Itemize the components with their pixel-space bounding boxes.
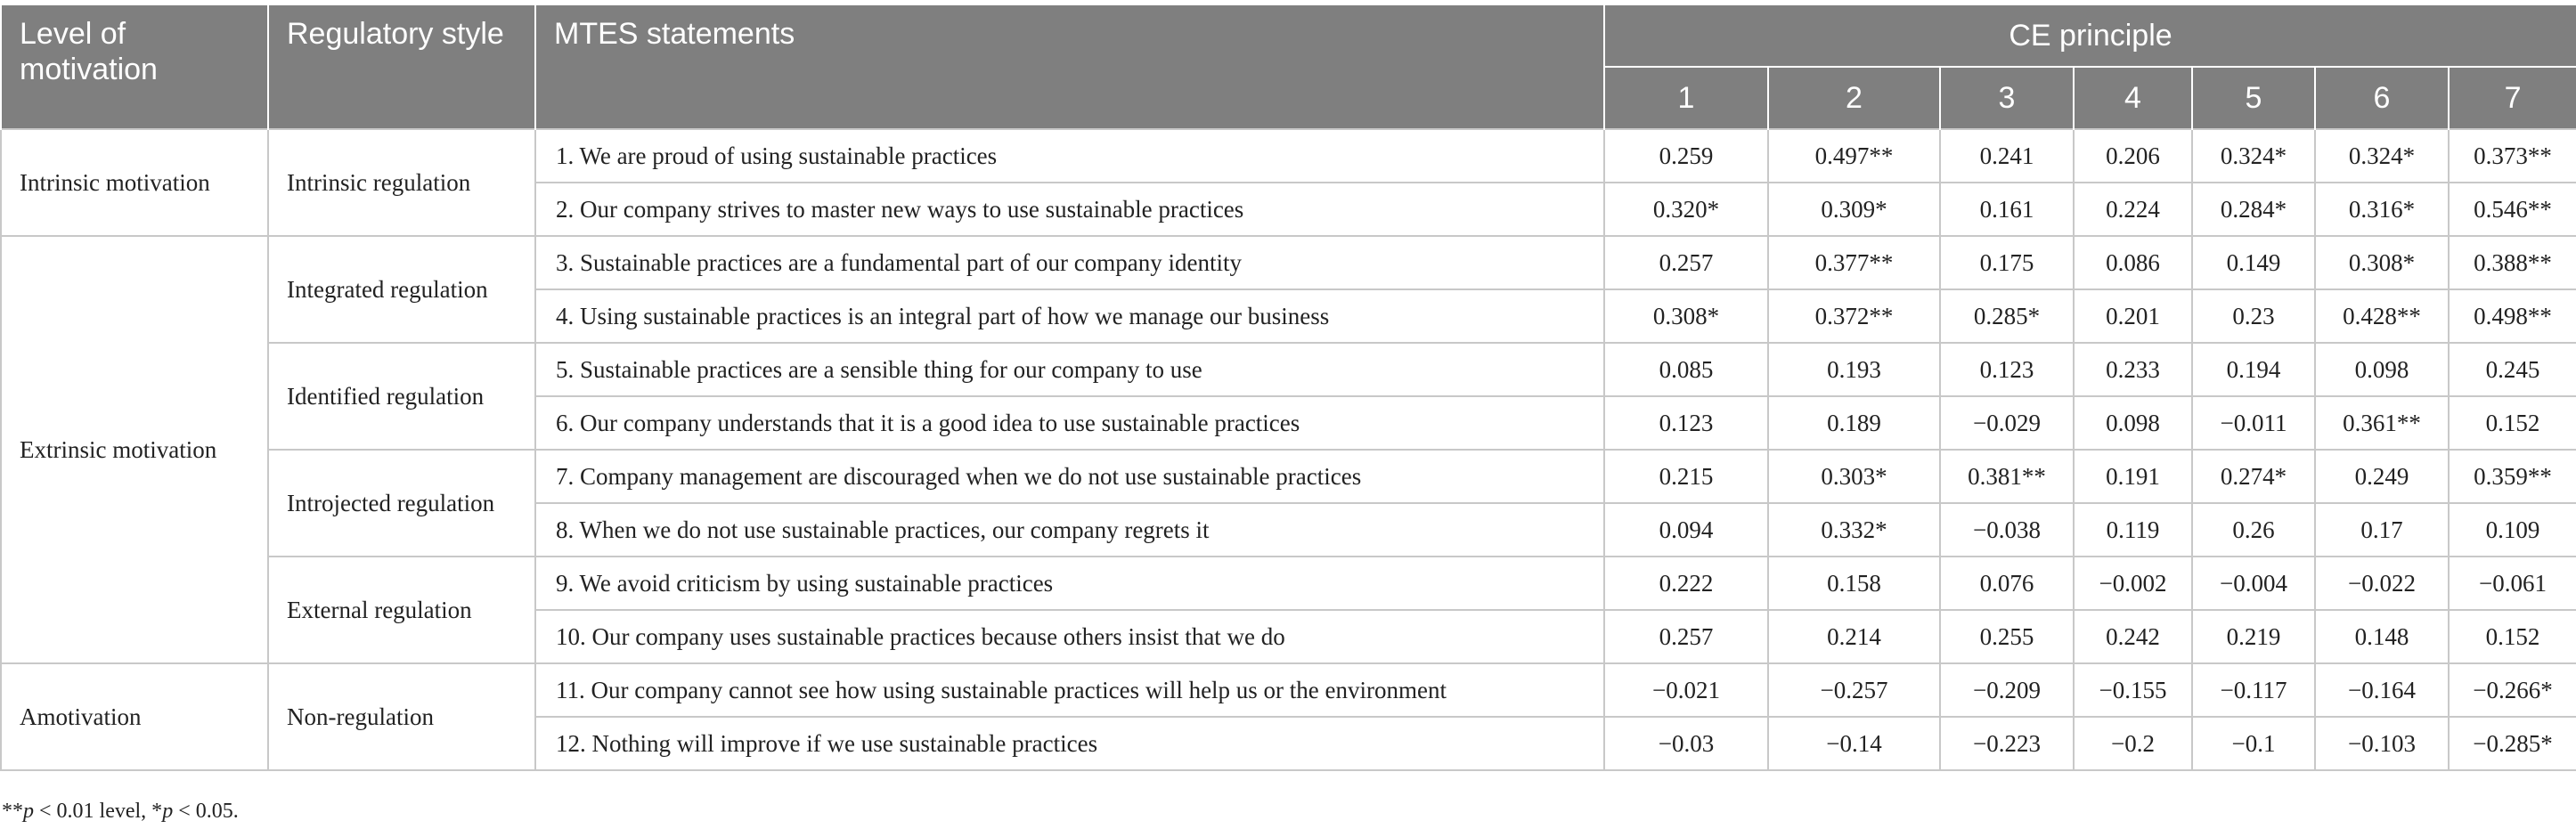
- value-cell: −0.061: [2449, 557, 2576, 610]
- statement-cell: 1. We are proud of using sustainable practices: [535, 129, 1604, 183]
- value-cell: 0.377**: [1768, 236, 1940, 289]
- value-cell: 0.214: [1768, 610, 1940, 663]
- value-cell: 0.098: [2315, 343, 2449, 396]
- value-cell: 0.23: [2192, 289, 2315, 343]
- value-cell: 0.149: [2192, 236, 2315, 289]
- value-cell: −0.155: [2074, 663, 2192, 717]
- value-cell: −0.038: [1940, 503, 2074, 557]
- value-cell: −0.2: [2074, 717, 2192, 770]
- value-cell: 0.201: [2074, 289, 2192, 343]
- statement-cell: 6. Our company understands that it is a good idea to use sustainable practices: [535, 396, 1604, 450]
- statement-cell: 9. We avoid criticism by using sustainable practices: [535, 557, 1604, 610]
- value-cell: 0.284*: [2192, 183, 2315, 236]
- level-cell: Amotivation: [1, 663, 268, 770]
- value-cell: −0.022: [2315, 557, 2449, 610]
- value-cell: 0.219: [2192, 610, 2315, 663]
- value-cell: 0.119: [2074, 503, 2192, 557]
- value-cell: 0.191: [2074, 450, 2192, 503]
- value-cell: 0.324*: [2315, 129, 2449, 183]
- value-cell: −0.021: [1604, 663, 1768, 717]
- value-cell: 0.206: [2074, 129, 2192, 183]
- statement-cell: 10. Our company uses sustainable practices because others insist that we do: [535, 610, 1604, 663]
- value-cell: 0.109: [2449, 503, 2576, 557]
- style-cell: Non-regulation: [268, 663, 535, 770]
- value-cell: 0.242: [2074, 610, 2192, 663]
- value-cell: 0.094: [1604, 503, 1768, 557]
- value-cell: 0.175: [1940, 236, 2074, 289]
- value-cell: 0.224: [2074, 183, 2192, 236]
- value-cell: 0.359**: [2449, 450, 2576, 503]
- style-cell: Introjected regulation: [268, 450, 535, 557]
- value-cell: 0.324*: [2192, 129, 2315, 183]
- value-cell: −0.103: [2315, 717, 2449, 770]
- header-ce-principle: CE principle: [1604, 4, 2576, 67]
- value-cell: −0.209: [1940, 663, 2074, 717]
- value-cell: 0.158: [1768, 557, 1940, 610]
- value-cell: 0.332*: [1768, 503, 1940, 557]
- value-cell: 0.320*: [1604, 183, 1768, 236]
- header-principle: 7: [2449, 67, 2576, 129]
- value-cell: 0.222: [1604, 557, 1768, 610]
- value-cell: −0.03: [1604, 717, 1768, 770]
- value-cell: 0.498**: [2449, 289, 2576, 343]
- statement-cell: 11. Our company cannot see how using sustainable practices will help us or the environment: [535, 663, 1604, 717]
- value-cell: −0.223: [1940, 717, 2074, 770]
- statement-cell: 4. Using sustainable practices is an integral part of how we manage our business: [535, 289, 1604, 343]
- value-cell: 0.189: [1768, 396, 1940, 450]
- table-footnote: [2, 800, 239, 824]
- value-cell: 0.245: [2449, 343, 2576, 396]
- style-cell: Identified regulation: [268, 343, 535, 450]
- statement-cell: 2. Our company strives to master new ways to use sustainable practices: [535, 183, 1604, 236]
- value-cell: 0.308*: [1604, 289, 1768, 343]
- header-principle: 4: [2074, 67, 2192, 129]
- header-principle: 3: [1940, 67, 2074, 129]
- value-cell: 0.193: [1768, 343, 1940, 396]
- value-cell: 0.497**: [1768, 129, 1940, 183]
- value-cell: 0.372**: [1768, 289, 1940, 343]
- value-cell: −0.285*: [2449, 717, 2576, 770]
- table-row: [1, 557, 2576, 610]
- header-principle: 6: [2315, 67, 2449, 129]
- value-cell: 0.285*: [1940, 289, 2074, 343]
- value-cell: 0.316*: [2315, 183, 2449, 236]
- value-cell: −0.117: [2192, 663, 2315, 717]
- value-cell: 0.388**: [2449, 236, 2576, 289]
- value-cell: 0.098: [2074, 396, 2192, 450]
- value-cell: 0.148: [2315, 610, 2449, 663]
- value-cell: 0.274*: [2192, 450, 2315, 503]
- value-cell: 0.373**: [2449, 129, 2576, 183]
- value-cell: 0.361**: [2315, 396, 2449, 450]
- value-cell: 0.428**: [2315, 289, 2449, 343]
- style-cell: Integrated regulation: [268, 236, 535, 343]
- value-cell: −0.011: [2192, 396, 2315, 450]
- value-cell: 0.085: [1604, 343, 1768, 396]
- value-cell: 0.161: [1940, 183, 2074, 236]
- footnote-p: p: [23, 800, 34, 823]
- header-regulatory-style: Regulatory style: [268, 4, 535, 129]
- value-cell: 0.303*: [1768, 450, 1940, 503]
- header-level: Level of motivation: [1, 4, 268, 129]
- style-cell: External regulation: [268, 557, 535, 663]
- header-principle: 5: [2192, 67, 2315, 129]
- table-row: [1, 663, 2576, 717]
- header-statements: MTES statements: [535, 4, 1604, 129]
- table-row: [1, 236, 2576, 289]
- header-principle: 2: [1768, 67, 1940, 129]
- value-cell: 0.241: [1940, 129, 2074, 183]
- value-cell: −0.164: [2315, 663, 2449, 717]
- value-cell: 0.17: [2315, 503, 2449, 557]
- footnote-stars: **: [2, 800, 23, 823]
- footnote-p: p: [162, 800, 174, 823]
- value-cell: 0.381**: [1940, 450, 2074, 503]
- value-cell: 0.257: [1604, 610, 1768, 663]
- value-cell: 0.308*: [2315, 236, 2449, 289]
- value-cell: 0.26: [2192, 503, 2315, 557]
- value-cell: 0.076: [1940, 557, 2074, 610]
- level-cell: Intrinsic motivation: [1, 129, 268, 236]
- footnote-text: < 0.05.: [173, 800, 239, 823]
- value-cell: 0.152: [2449, 610, 2576, 663]
- value-cell: 0.123: [1604, 396, 1768, 450]
- value-cell: 0.233: [2074, 343, 2192, 396]
- value-cell: 0.194: [2192, 343, 2315, 396]
- value-cell: 0.152: [2449, 396, 2576, 450]
- value-cell: 0.086: [2074, 236, 2192, 289]
- correlation-table: [0, 4, 2576, 771]
- value-cell: −0.257: [1768, 663, 1940, 717]
- value-cell: −0.266*: [2449, 663, 2576, 717]
- statement-cell: 8. When we do not use sustainable practices, our company regrets it: [535, 503, 1604, 557]
- value-cell: 0.257: [1604, 236, 1768, 289]
- value-cell: 0.215: [1604, 450, 1768, 503]
- value-cell: 0.255: [1940, 610, 2074, 663]
- value-cell: 0.309*: [1768, 183, 1940, 236]
- value-cell: −0.029: [1940, 396, 2074, 450]
- value-cell: 0.123: [1940, 343, 2074, 396]
- value-cell: −0.002: [2074, 557, 2192, 610]
- level-cell: Extrinsic motivation: [1, 236, 268, 663]
- statement-cell: 3. Sustainable practices are a fundamental part of our company identity: [535, 236, 1604, 289]
- value-cell: −0.1: [2192, 717, 2315, 770]
- table-row: [1, 129, 2576, 183]
- statement-cell: 5. Sustainable practices are a sensible thing for our company to use: [535, 343, 1604, 396]
- value-cell: −0.14: [1768, 717, 1940, 770]
- value-cell: −0.004: [2192, 557, 2315, 610]
- table-row: [1, 343, 2576, 396]
- footnote-text: < 0.01 level, *: [34, 800, 163, 823]
- statement-cell: 7. Company management are discouraged when we do not use sustainable practices: [535, 450, 1604, 503]
- statement-cell: 12. Nothing will improve if we use sustainable practices: [535, 717, 1604, 770]
- value-cell: 0.249: [2315, 450, 2449, 503]
- value-cell: 0.259: [1604, 129, 1768, 183]
- table-row: [1, 450, 2576, 503]
- header-principle: 1: [1604, 67, 1768, 129]
- style-cell: Intrinsic regulation: [268, 129, 535, 236]
- value-cell: 0.546**: [2449, 183, 2576, 236]
